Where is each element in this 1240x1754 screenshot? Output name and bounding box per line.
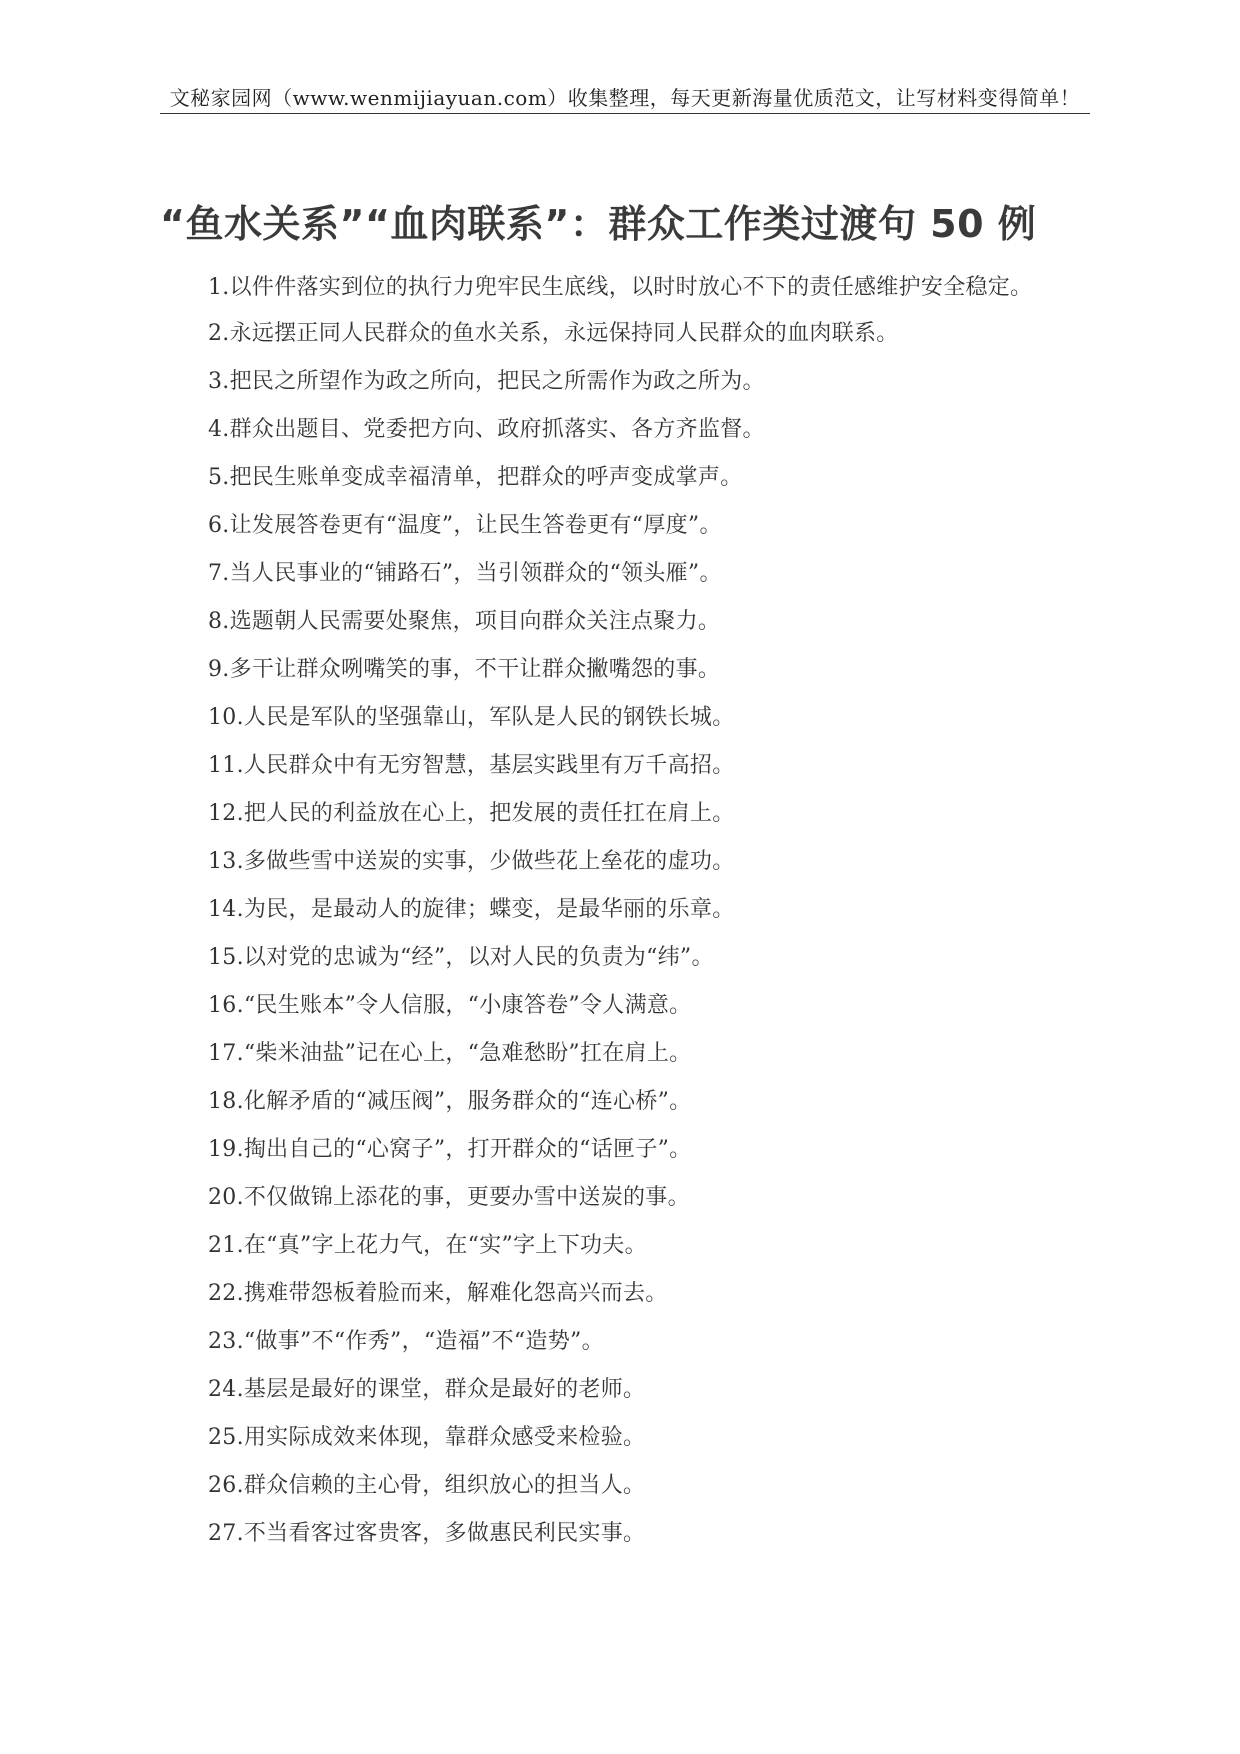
list-item: 16.“民生账本”令人信服，“小康答卷”令人满意。 [208, 993, 692, 1018]
list-item: 27.不当看客过客贵客，多做惠民利民实事。 [208, 1521, 646, 1546]
list-item: 20.不仅做锦上添花的事，更要办雪中送炭的事。 [208, 1185, 690, 1210]
sentence-list [160, 272, 1090, 1566]
header-divider [160, 113, 1090, 114]
list-item: 2.永远摆正同人民群众的鱼水关系，永远保持同人民群众的血肉联系。 [208, 321, 899, 346]
list-item: 6.让发展答卷更有“温度”，让民生答卷更有“厚度”。 [208, 513, 722, 538]
list-item: 15.以对党的忠诚为“经”，以对人民的负责为“纬”。 [208, 945, 714, 970]
list-item: 10.人民是军队的坚强靠山，军队是人民的钢铁长城。 [208, 705, 735, 730]
list-item: 5.把民生账单变成幸福清单，把群众的呼声变成掌声。 [208, 465, 743, 490]
list-item: 4.群众出题目、党委把方向、政府抓落实、各方齐监督。 [208, 417, 765, 442]
list-item: 24.基层是最好的课堂，群众是最好的老师。 [208, 1377, 646, 1402]
list-item: 13.多做些雪中送炭的实事，少做些花上垒花的虚功。 [208, 849, 735, 874]
list-item: 1.以件件落实到位的执行力兜牢民生底线，以时时放心不下的责任感维护安全稳定。 [208, 275, 1033, 300]
list-item: 11.人民群众中有无穷智慧，基层实践里有万千高招。 [208, 753, 735, 778]
list-item: 26.群众信赖的主心骨，组织放心的担当人。 [208, 1473, 646, 1498]
list-item: 12.把人民的利益放在心上，把发展的责任扛在肩上。 [208, 801, 735, 826]
list-item: 3.把民之所望作为政之所向，把民之所需作为政之所为。 [208, 369, 765, 394]
list-item: 19.掏出自己的“心窝子”，打开群众的“话匣子”。 [208, 1137, 692, 1162]
list-item: 9.多干让群众咧嘴笑的事，不干让群众撇嘴怨的事。 [208, 657, 721, 682]
list-item: 14.为民，是最动人的旋律；蝶变，是最华丽的乐章。 [208, 897, 735, 922]
list-item: 25.用实际成效来体现，靠群众感受来检验。 [208, 1425, 646, 1450]
document-title: “鱼水关系”“血肉联系”：群众工作类过渡句 50 例 [160, 202, 1037, 246]
list-item: 23.“做事”不“作秀”，“造福”不“造势”。 [208, 1329, 604, 1354]
list-item: 22.携难带怨板着脸而来，解难化怨高兴而去。 [208, 1281, 668, 1306]
page-header: 文秘家园网（www.wenmijiayuan.com）收集整理，每天更新海量优质范文，让写材料变得简单！ [169, 86, 1081, 110]
list-item: 7.当人民事业的“铺路石”，当引领群众的“领头雁”。 [208, 561, 722, 586]
list-item: 8.选题朝人民需要处聚焦，项目向群众关注点聚力。 [208, 609, 721, 634]
list-item: 17.“柴米油盐”记在心上，“急难愁盼”扛在肩上。 [208, 1041, 692, 1066]
list-item: 18.化解矛盾的“减压阀”，服务群众的“连心桥”。 [208, 1089, 692, 1114]
list-item: 21.在“真”字上花力气，在“实”字上下功夫。 [208, 1233, 647, 1258]
